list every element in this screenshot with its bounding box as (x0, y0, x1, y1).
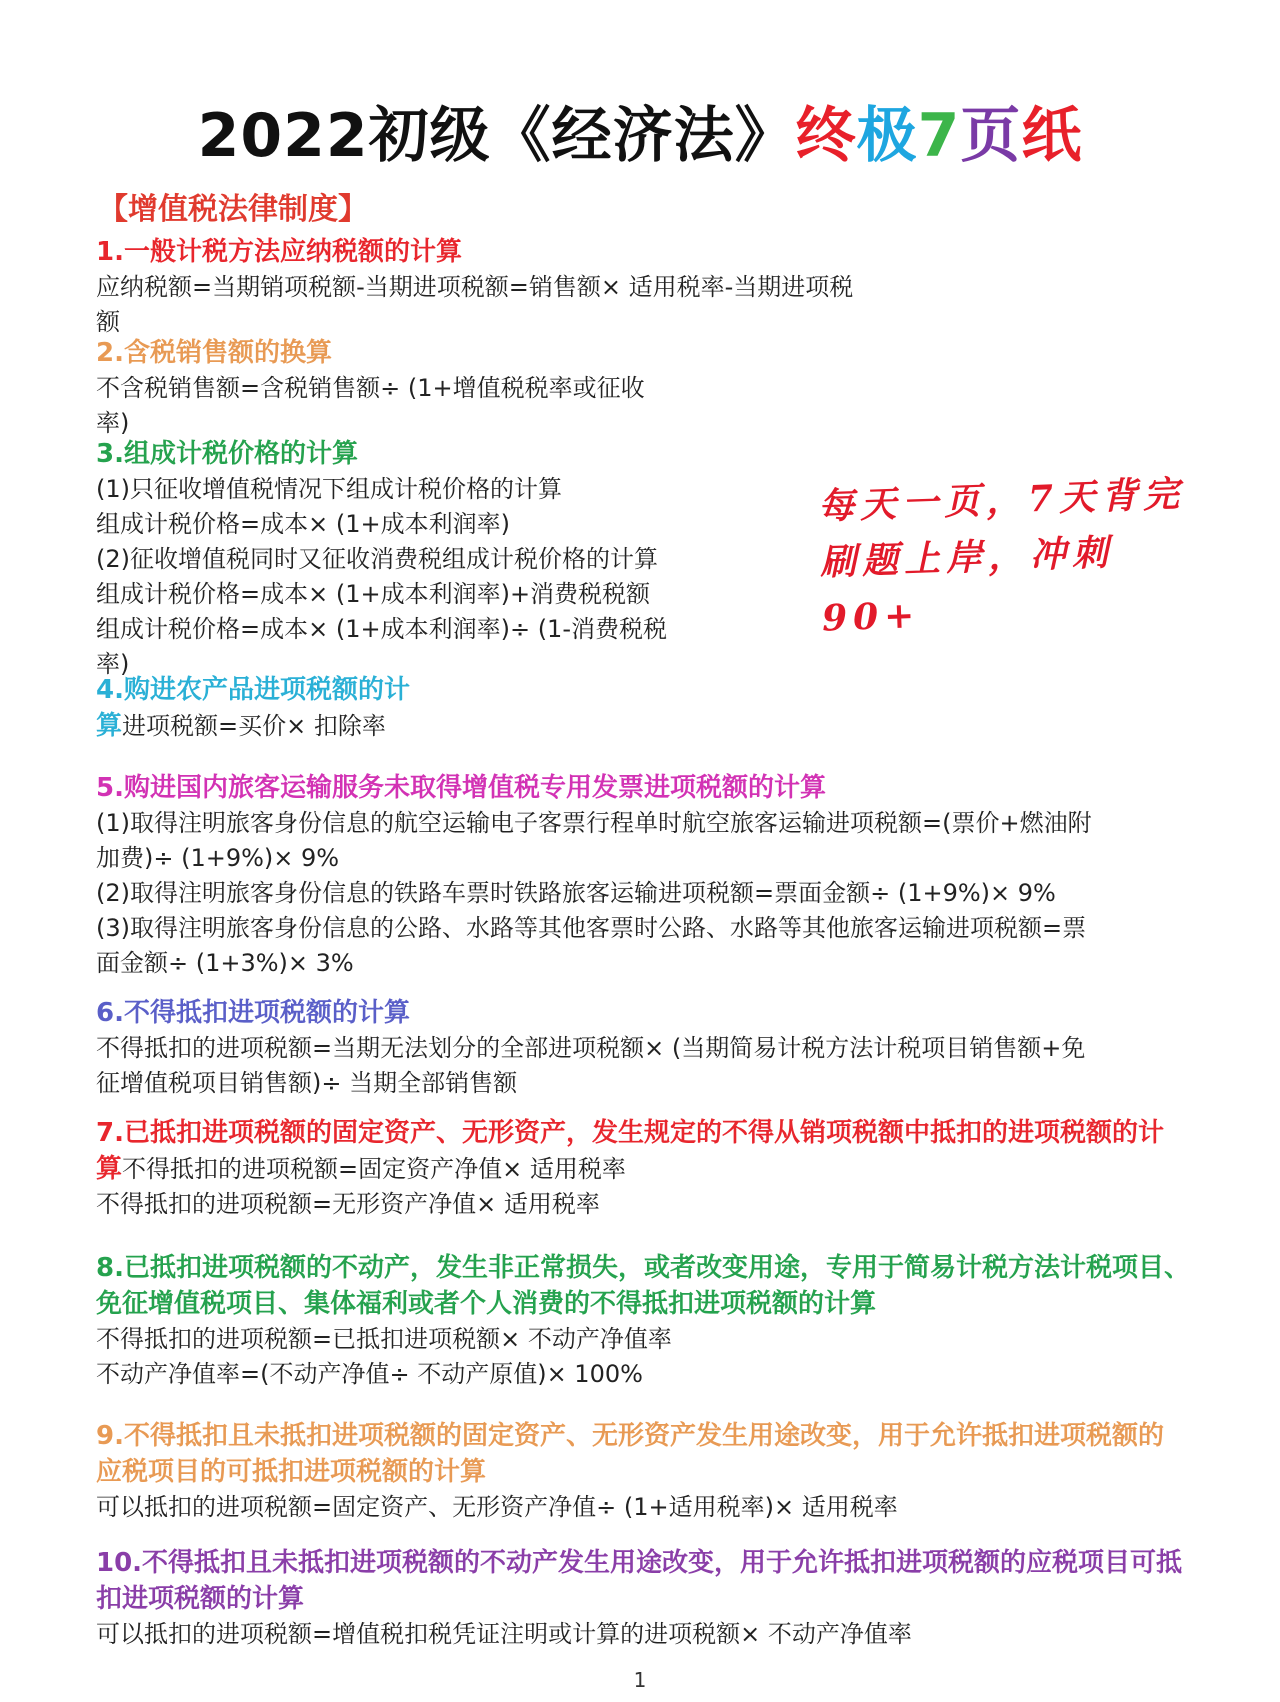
item-line: (1)取得注明旅客身份信息的航空运输电子客票行程单时航空旅客运输进项税额=(票价+燃油附 (96, 809, 1092, 837)
item-line: 组成计税价格=成本× (1+成本利润率)+消费税税额 (96, 580, 651, 608)
item-heading: 7.已抵扣进项税额的固定资产、无形资产，发生规定的不得从销项税额中抵扣的进项税额的计 (96, 1118, 1164, 1148)
item-heading: 5.购进国内旅客运输服务未取得增值税专用发票进项税额的计算 (96, 773, 826, 803)
item-line-text: 不得抵扣的进项税额=固定资产净值× 适用税率 (122, 1155, 626, 1183)
formula-item-9 (96, 1418, 1196, 1525)
item-line: 率) (96, 409, 130, 437)
item-line: 率) (96, 650, 130, 678)
item-line-inline (96, 1151, 1196, 1187)
item-heading-tail: 算 (96, 711, 123, 741)
title-part-red-2: 纸 (1021, 101, 1083, 171)
item-line: 征增值税项目销售额)÷ 当期全部销售额 (96, 1069, 518, 1097)
note-line-1: 每天一页，7天背完 (817, 472, 1186, 528)
item-heading: 4.购进农产品进项税额的计 (96, 675, 410, 705)
item-line: (2)征收增值税同时又征收消费税组成计税价格的计算 (96, 545, 658, 573)
item-line: 不得抵扣的进项税额=已抵扣进项税额× 不动产净值率 (96, 1325, 672, 1353)
item-line: 不含税销售额=含税销售额÷ (1+增值税税率或征收 (96, 374, 645, 402)
formula-item-10 (96, 1545, 1196, 1652)
item-heading-tail: 算 (96, 1154, 123, 1184)
item-heading: 1.一般计税方法应纳税额的计算 (96, 237, 462, 267)
item-line-inline (96, 708, 1196, 744)
item-heading-cont: 免征增值税项目、集体福利或者个人消费的不得抵扣进项税额的计算 (96, 1289, 877, 1319)
item-heading: 9.不得抵扣且未抵扣进项税额的固定资产、无形资产发生用途改变，用于允许抵扣进项税额的 (96, 1421, 1164, 1451)
page-number: 1 (633, 1668, 647, 1692)
formula-item-7 (96, 1115, 1196, 1222)
formula-item-8 (96, 1250, 1196, 1392)
title-part-red: 终 (795, 101, 857, 171)
item-heading: 3.组成计税价格的计算 (96, 439, 358, 469)
item-line: (1)只征收增值税情况下组成计税价格的计算 (96, 475, 562, 503)
formula-item-6 (96, 995, 1196, 1101)
item-heading: 8.已抵扣进项税额的不动产，发生非正常损失，或者改变用途，专用于简易计税方法计税项目、 (96, 1253, 1190, 1283)
item-line: 可以抵扣的进项税额=增值税扣税凭证注明或计算的进项税额× 不动产净值率 (96, 1620, 912, 1648)
page-title (0, 96, 1280, 176)
section-title: 【增值税法律制度】 (98, 192, 368, 227)
title-part-purple: 页 (960, 101, 1022, 171)
item-line: 应纳税额=当期销项税额-当期进项税额=销售额× 适用税率-当期进项税 (96, 273, 854, 301)
formula-item-5 (96, 770, 1196, 981)
item-heading-cont: 扣进项税额的计算 (96, 1584, 305, 1614)
item-line: 加费)÷ (1+9%)× 9% (96, 844, 340, 872)
item-line: 不动产净值率=(不动产净值÷ 不动产原值)× 100% (96, 1360, 643, 1388)
item-line: 组成计税价格=成本× (1+成本利润率)÷ (1-消费税税 (96, 615, 667, 643)
item-line: 可以抵扣的进项税额=固定资产、无形资产净值÷ (1+适用税率)× 适用税率 (96, 1493, 898, 1521)
formula-item-4 (96, 672, 1196, 744)
formula-item-1 (96, 234, 1196, 340)
title-part-black: 2022初级《经济法》 (197, 101, 796, 171)
item-line-text: 进项税额=买价× 扣除率 (122, 712, 386, 740)
formula-item-2 (96, 335, 1196, 441)
item-line: 不得抵扣的进项税额=无形资产净值× 适用税率 (96, 1190, 600, 1218)
item-heading: 10.不得抵扣且未抵扣进项税额的不动产发生用途改变，用于允许抵扣进项税额的应税项目可抵 (96, 1548, 1183, 1578)
item-line: 不得抵扣的进项税额=当期无法划分的全部进项税额× (当期简易计税方法计税项目销售额+免 (96, 1034, 1086, 1062)
item-heading: 2.含税销售额的换算 (96, 338, 332, 368)
note-line-2: 刷题上岸，冲刺90+ (819, 531, 1115, 640)
title-part-blue: 极 (856, 101, 918, 171)
item-heading: 6.不得抵扣进项税额的计算 (96, 998, 410, 1028)
item-line: (3)取得注明旅客身份信息的公路、水路等其他客票时公路、水路等其他旅客运输进项税额=票 (96, 914, 1087, 942)
item-line: (2)取得注明旅客身份信息的铁路车票时铁路旅客运输进项税额=票面金额÷ (1+9%)× 9% (96, 879, 1056, 907)
formula-item-3 (96, 436, 1196, 682)
item-heading-cont: 应税项目的可抵扣进项税额的计算 (96, 1457, 487, 1487)
item-line: 额 (96, 308, 120, 336)
item-line: 面金额÷ (1+3%)× 3% (96, 949, 354, 977)
item-line: 组成计税价格=成本× (1+成本利润率) (96, 510, 510, 538)
title-part-green: 7 (917, 101, 961, 171)
